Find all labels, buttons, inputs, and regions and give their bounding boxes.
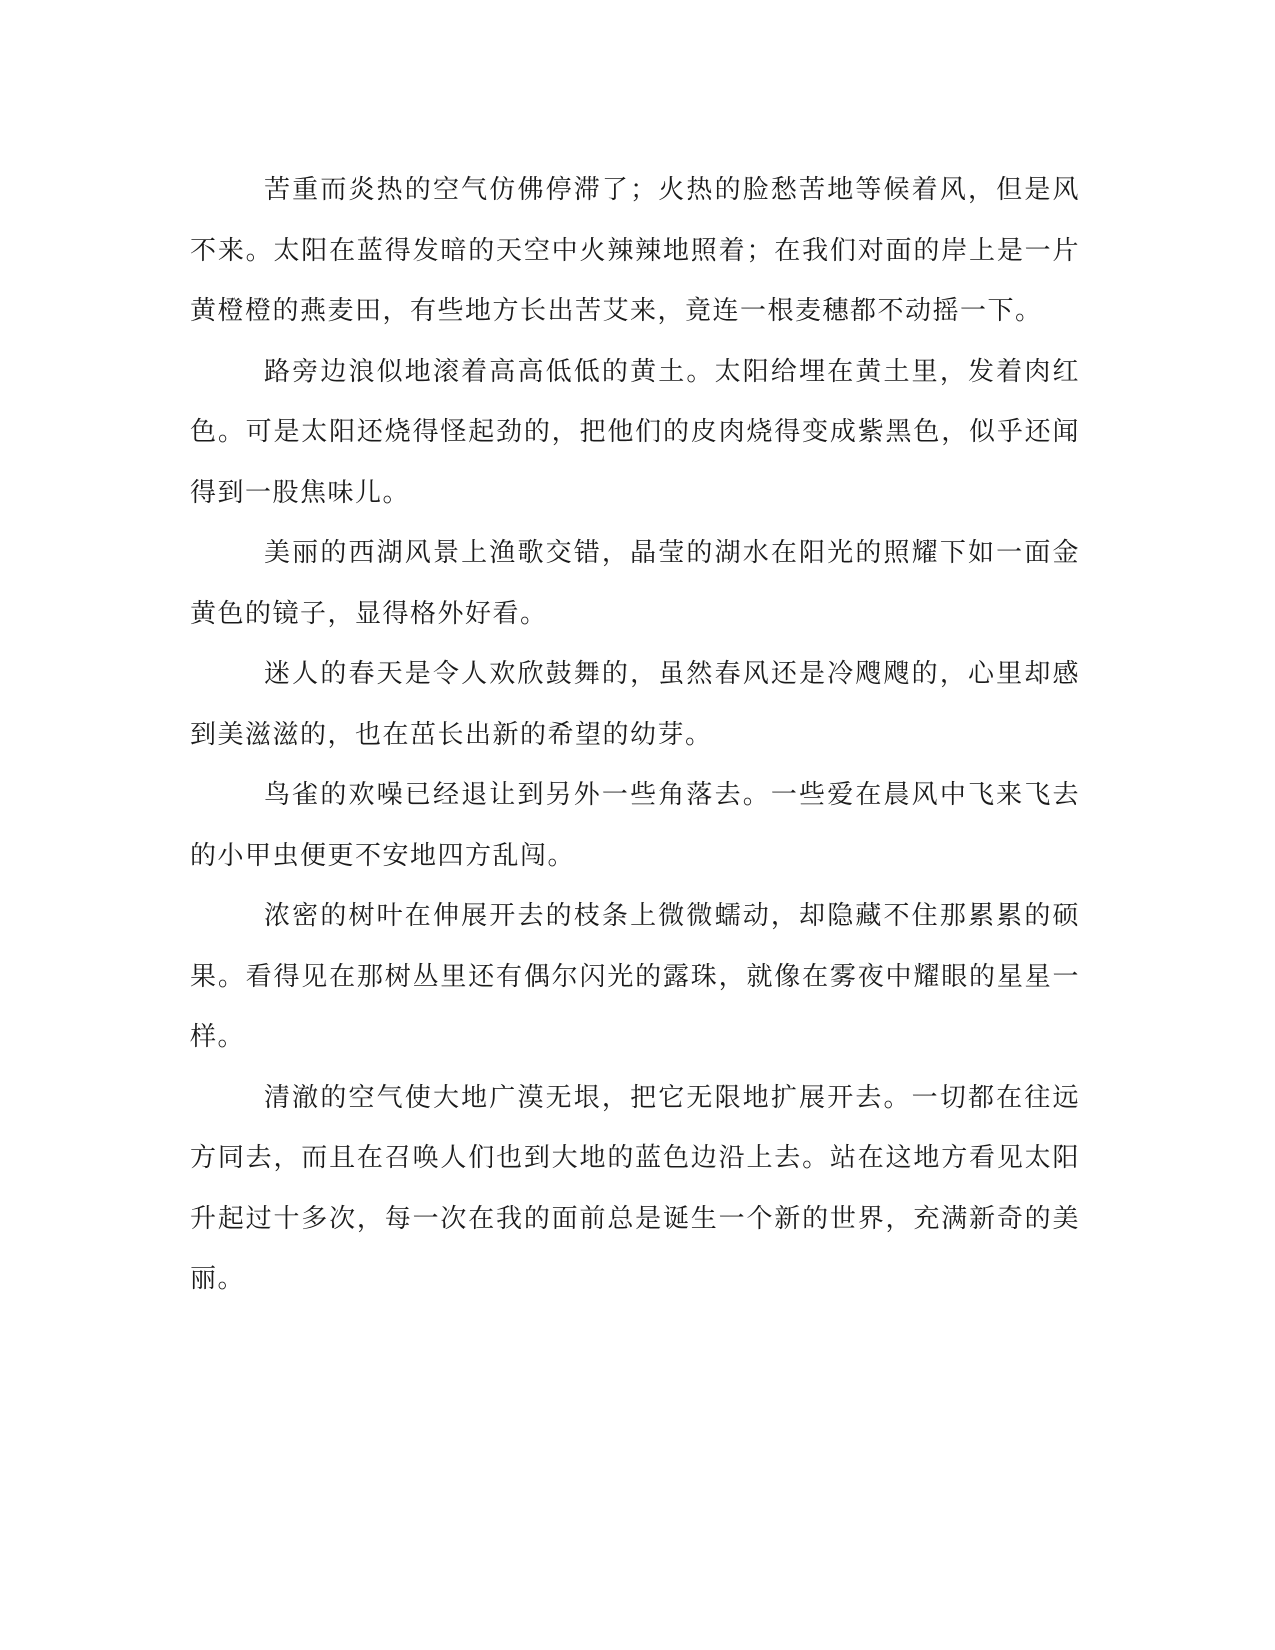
paragraph-7: 清澈的空气使大地广漠无垠，把它无限地扩展开去。一切都在往远方同去，而且在召唤人们也到大地的蓝色边沿上去。站在这地方看见太阳升起过十多次，每一次在我的面前总是诞生一个新的世界，充满新奇的美丽。 — [190, 1082, 1080, 1294]
paragraph-5: 鸟雀的欢噪已经退让到另外一些角落去。一些爱在晨风中飞来飞去的小甲虫便更不安地四方乱闯。 — [190, 780, 1080, 871]
paragraph-1: 苦重而炎热的空气仿佛停滞了；火热的脸愁苦地等候着风，但是风不来。太阳在蓝得发暗的天空中火辣辣地照着；在我们对面的岸上是一片黄橙橙的燕麦田，有些地方长出苦艾来，竟连一根麦穗都不动摇一下。 — [190, 175, 1080, 326]
document-body — [190, 160, 1080, 1310]
paragraph-2: 路旁边浪似地滚着高高低低的黄土。太阳给埋在黄土里，发着肉红色。可是太阳还烧得怪起劲的，把他们的皮肉烧得变成紫黑色，似乎还闻得到一股焦味儿。 — [190, 356, 1080, 508]
paragraph-3: 美丽的西湖风景上渔歌交错，晶莹的湖水在阳光的照耀下如一面金黄色的镜子，显得格外好看。 — [190, 538, 1080, 629]
paragraph-4: 迷人的春天是令人欢欣鼓舞的，虽然春风还是冷飕飕的，心里却感到美滋滋的，也在茁长出新的希望的幼芽。 — [190, 659, 1080, 750]
paragraph-6: 浓密的树叶在伸展开去的枝条上微微蠕动，却隐藏不住那累累的硕果。看得见在那树丛里还有偶尔闪光的露珠，就像在雾夜中耀眼的星星一样。 — [190, 901, 1080, 1052]
